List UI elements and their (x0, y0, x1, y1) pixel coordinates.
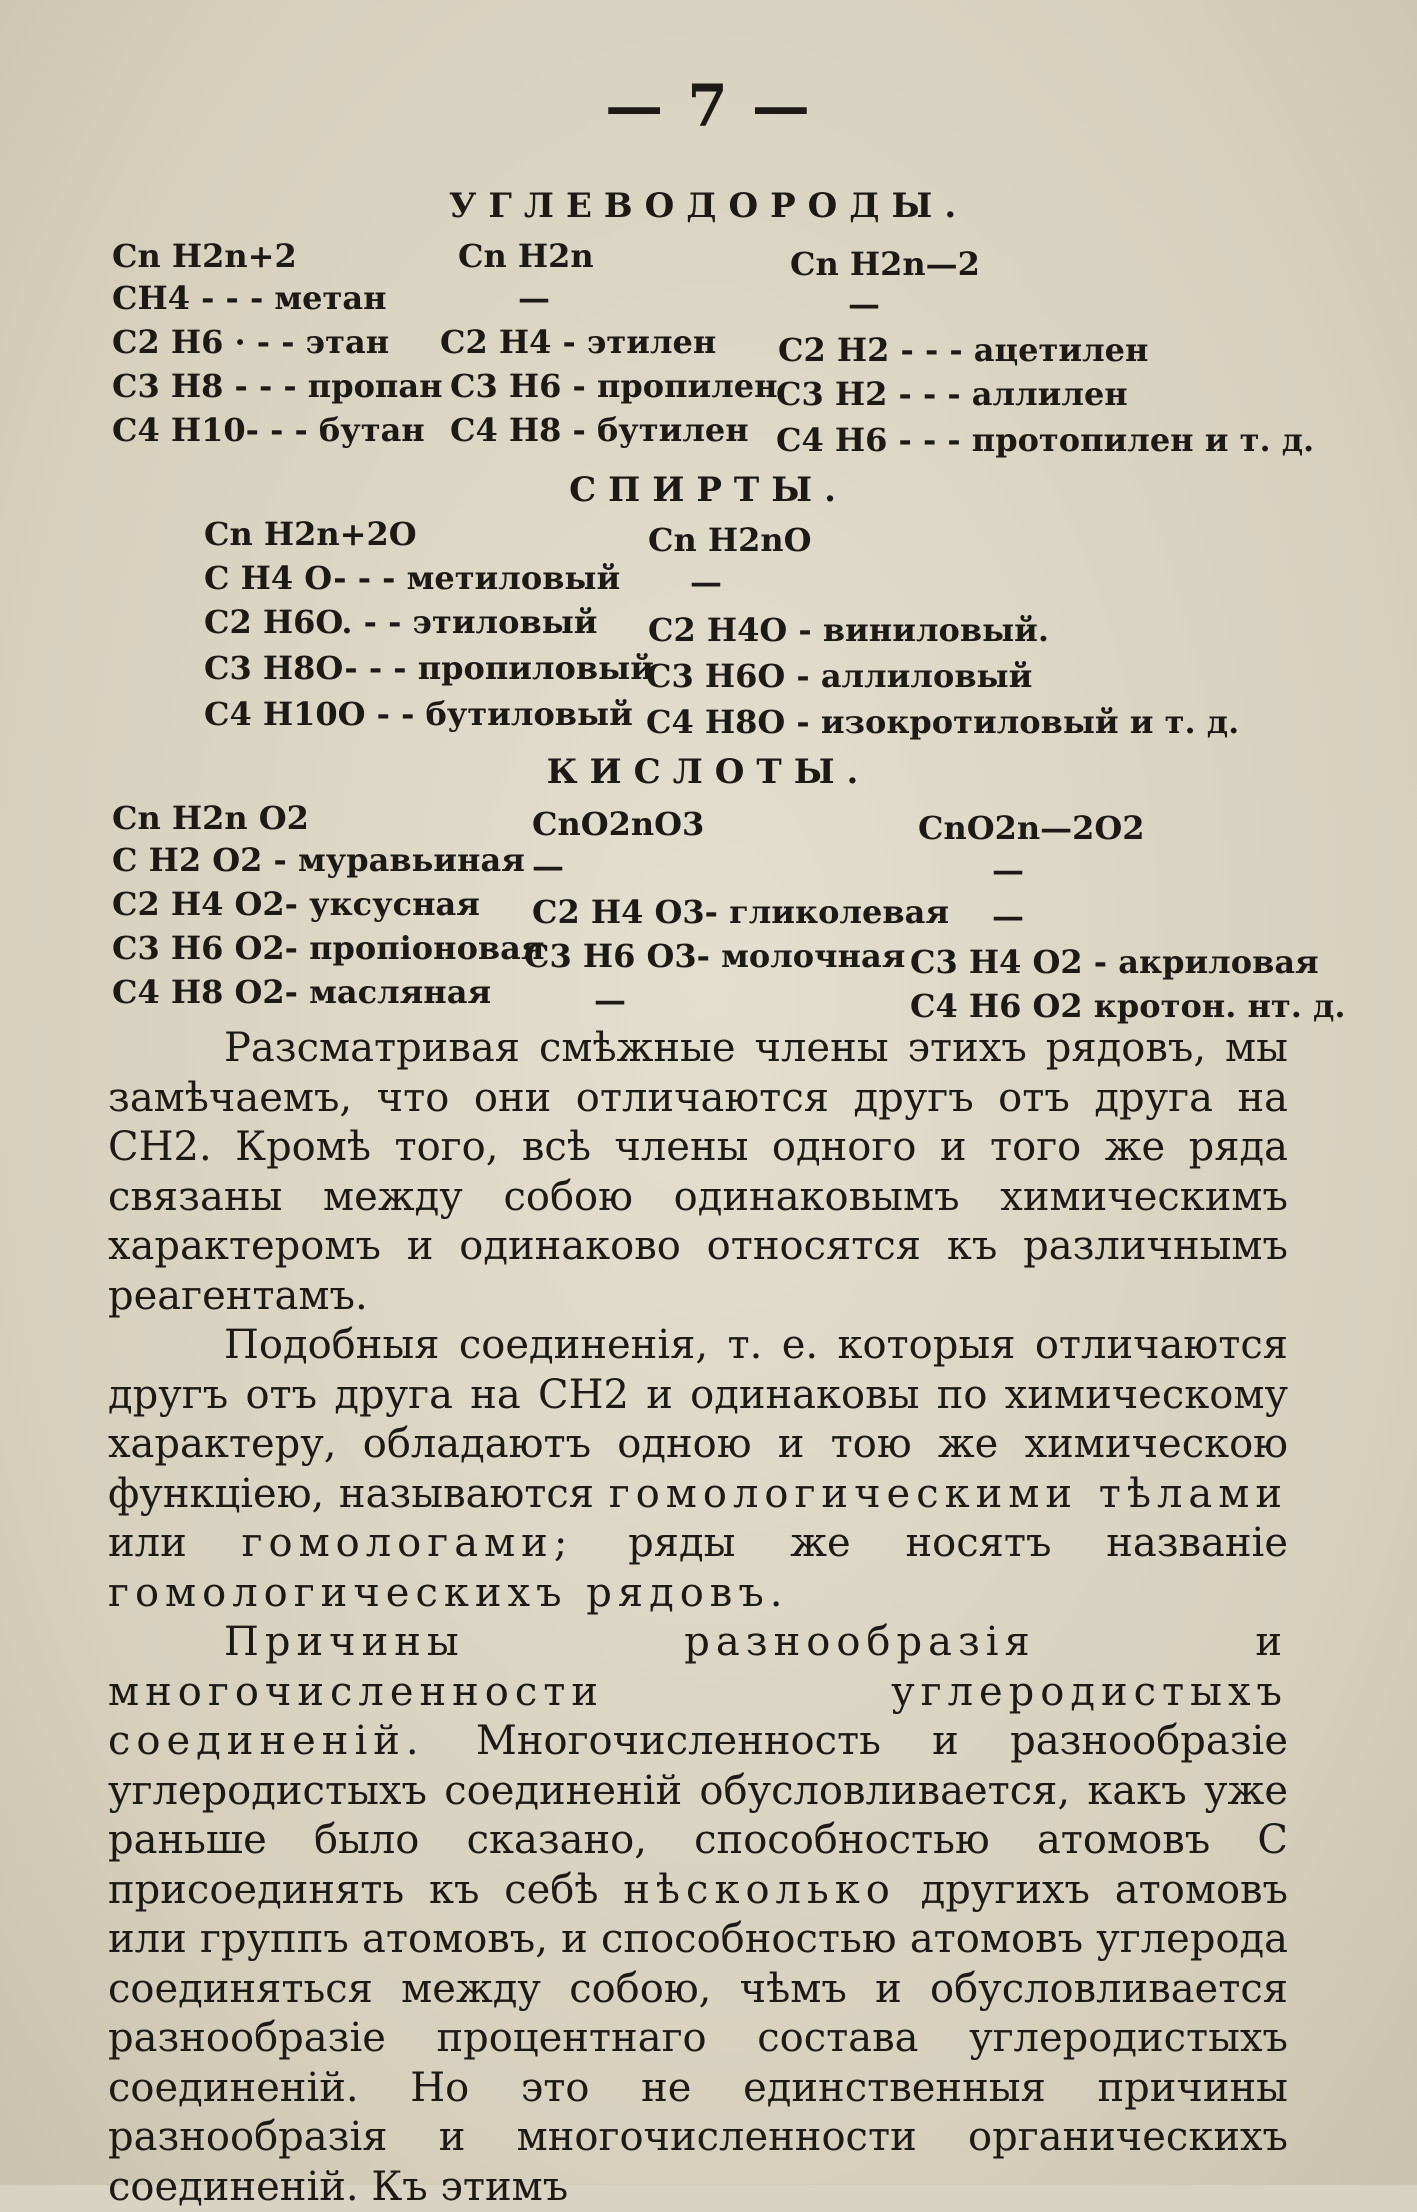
acid-row-3-col-1: C3 H6 O2- пропіоновая (112, 929, 545, 967)
alc-col-1-header: Cn H2n+2O (204, 515, 417, 553)
acid-row-4-col-2: — (594, 981, 626, 1019)
alc-row-2-col-2: C2 H4O - виниловый. (648, 611, 1050, 649)
paragraph-3 (108, 1618, 1288, 2212)
acid-row-1-col-2: — (532, 847, 564, 885)
paragraph-2-text-c: или (108, 1520, 187, 1566)
hc-row-4-col-2: C4 H8 - бутилен (450, 411, 749, 449)
acid-row-2-col-3: — (992, 897, 1024, 935)
acid-row-3-col-2: C3 H6 O3- молочная (524, 937, 906, 975)
acid-row-2-col-1: C2 H4 O2- уксусная (112, 885, 480, 923)
hc-row-1-col-1: CH4 - - - метан (112, 279, 387, 317)
acid-row-2-col-2: C2 H4 O3- гликолевая (532, 893, 949, 931)
body-text (108, 1024, 1288, 2212)
paragraph-3-text-d: другихъ атомовъ или группъ атомовъ, и способностью атомовъ углерода соединяться между собою, чѣмъ и обусловливается разнообразіе процентнаго состава углеродистыхъ соединеній. Но это не единственныя причины разнообразія и многочисленности органическихъ соединеній. Къ этимъ (108, 1866, 1289, 2210)
subheading-causes: Причины разнообразія и многочисленности углеродистыхъ соединеній. (108, 1619, 1288, 1764)
heading-alcohols: СПИРТЫ. (569, 470, 848, 510)
paragraph-2 (108, 1321, 1288, 1618)
alc-row-2-col-1: C2 H6O. - - этиловый (204, 603, 598, 641)
hc-row-3-col-2: C3 H6 - пропилен (450, 367, 778, 405)
hc-row-2-col-3: C2 H2 - - - ацетилен (778, 331, 1149, 369)
hc-row-2-col-2: C2 H4 - этилен (440, 323, 717, 361)
hc-col-1-header: Cn H2n+2 (112, 237, 297, 275)
alc-row-4-col-2: C4 H8O - изокротиловый и т. д. (646, 703, 1240, 741)
acid-col-1-header: Cn H2n O2 (112, 799, 309, 837)
hc-row-4-col-1: C4 H10- - - бутан (112, 411, 425, 449)
term-homologues: гомологами; (241, 1520, 574, 1566)
alc-row-3-col-2: C3 H6O - аллиловый (646, 657, 1033, 695)
hc-row-2-col-1: C2 H6 · - - этан (112, 323, 390, 361)
hc-col-3-header: Cn H2n—2 (790, 245, 980, 283)
hc-row-1-col-2: — (518, 279, 550, 317)
paragraph-1: Разсматривая смѣжные члены этихъ рядовъ, мы замѣчаемъ, что они отличаются другъ отъ друга на CH2. Кромѣ того, всѣ члены одного и того же ряда связаны между собою одинаковымъ химическимъ характеромъ и одинаково относятся къ различнымъ реагентамъ. (108, 1025, 1288, 1319)
page-number: — 7 — (605, 72, 812, 140)
acid-col-3-header: CnO2n—2O2 (918, 809, 1145, 847)
alc-row-1-col-1: C H4 O- - - метиловый (204, 559, 621, 597)
acid-row-4-col-3: C4 H6 O2 кротон. нт. д. (910, 987, 1346, 1025)
paragraph-2-text-a: Подобныя соединенія, т. е. которыя отличаются другъ отъ друга на CH2 и одинаковы по химическому характеру, обладаютъ одною и тою же химическою функціею, называются (108, 1322, 1288, 1517)
acid-row-4-col-1: C4 H8 O2- масляная (112, 973, 492, 1011)
hc-row-1-col-3: — (848, 285, 880, 323)
hc-row-3-col-1: C3 H8 - - - пропан (112, 367, 443, 405)
term-several: нѣсколько (623, 1866, 896, 1913)
acid-row-1-col-3: — (992, 851, 1024, 889)
acid-row-1-col-1: C H2 O2 - муравьиная (112, 841, 525, 879)
paragraph-2-text-e: ряды же носятъ названіе (628, 1520, 1289, 1566)
hc-row-3-col-3: C3 H2 - - - аллилен (776, 375, 1128, 413)
hc-col-2-header: Cn H2n (458, 237, 594, 275)
term-homologous-bodies: гомологическими тѣлами (608, 1470, 1289, 1517)
heading-hydrocarbons: УГЛЕВОДОРОДЫ. (448, 186, 969, 226)
acid-col-2-header: CnO2nO3 (532, 805, 705, 843)
heading-acids: КИСЛОТЫ. (546, 752, 871, 792)
alc-row-4-col-1: C4 H10O - - бутиловый (204, 695, 633, 733)
alc-row-3-col-1: C3 H8O- - - пропиловый (204, 649, 654, 687)
hc-row-4-col-3: C4 H6 - - - протопилен и т. д. (776, 421, 1315, 459)
term-homologous-series: гомологическихъ рядовъ. (108, 1569, 789, 1616)
acid-row-3-col-3: C3 H4 O2 - акриловая (910, 943, 1319, 981)
alc-row-1-col-2: — (690, 563, 722, 601)
alc-col-2-header: Cn H2nO (648, 521, 812, 559)
paragraph-3-text-b: Многочисленность и разнообразіе углеродистыхъ соединеній обусловливается, какъ уже раньше было сказано, способностью атомовъ C присоединять къ себѣ (108, 1718, 1288, 1913)
